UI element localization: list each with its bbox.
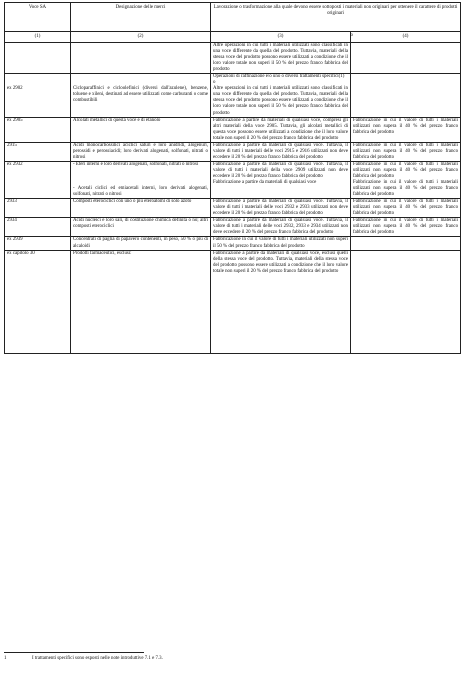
table-row [5, 161, 461, 198]
row6-designation: Acidi nucleici e loro sali, di costituzione chimica definita o no; altri composti eterociclici [73, 218, 208, 230]
row6-rule-text: Fabbricazione a partire da materiali di qualsiasi voce. Tuttavia, il valore di tutti i materiali delle voci 2932, 2933 e 2934 utilizzati non deve eccedere il 20 % del prezzo franco fabbrica del prodotto [213, 218, 348, 236]
header-lavorazione: Lavorazione o trasformazione alla quale devono essere sottoposti i materiali non originari per ottenere il carattere di prodotti originari [211, 3, 461, 32]
col-number-1: (1) [5, 32, 71, 43]
row0-rule-text: Altre operazioni in cui tutti i materiali utilizzati sono classificati in una voce differente da quella del prodotto. Tuttavia, materiali della stessa voce del prodotto possono essere utilizzati a condizione che il loro valore totale non superi il 50 % del prezzo franco fabbrica del prodotto [213, 43, 348, 73]
table-row [5, 43, 461, 74]
row4-code: ex 2932 [5, 161, 71, 198]
col-number-3 [211, 32, 351, 43]
table-row [5, 142, 461, 161]
row1-rule-refining: Operazioni di raffinazione e/o uno o diversi trattamenti specifici(1) [213, 74, 345, 80]
row2-rule-text: Fabbricazione a partire da materiali di qualsiasi voce, compresi gli altri materiali della voce 2905. Tuttavia, gli alcolati metallici di questa voce possono essere utilizzati a condizione che il loro valore totale non superi il 20 % del prezzo franco fabbrica del prodotto [213, 117, 348, 141]
row4-designation-acetali: - Acetali ciclici ed emiacetali interni, loro derivati alogenati, solfonati, nitrati o nitrosi [73, 185, 208, 197]
column-number-row [5, 32, 461, 43]
row7-designation: Concentrati di paglia di papavero contenenti, in peso, 50 % o più di alcaloidi [73, 237, 208, 249]
row1-rule-other: Altre operazioni in cui tutti i materiali utilizzati sono classificati in una voce differente da quella del prodotto. Tuttavia, materiali della stessa voce del prodotto possono essere utilizzati a condizione che il loro valore totale non superi il 50 % del prezzo franco fabbrica del prodotto [213, 86, 348, 116]
footnote-marker: 1 [4, 656, 7, 661]
row5-rule-text: Fabbricazione a partire da materiali di qualsiasi voce. Tuttavia, il valore di tutti i materiali delle voci 2932 e 2933 utilizzati non deve eccedere il 20 % del prezzo franco fabbrica del prodotto [213, 199, 348, 217]
row5-code: 2933 [5, 199, 71, 218]
table-row [5, 74, 461, 117]
table-row [5, 117, 461, 142]
col-number-4: (4) [351, 32, 461, 43]
header-voce-sa: Voce SA [5, 3, 71, 32]
row2-code: ex 2905 [5, 117, 71, 142]
row4-rule-acetali: Fabbricazione a partire da materiali di qualsiasi voce [213, 180, 317, 186]
row6-alt-rule: Fabbricazione in cui il valore di tutti i materiali utilizzati non supera il 40 % del prezzo franco fabbrica del prodotto [353, 218, 459, 236]
table-row [5, 250, 461, 353]
col-or-label: o [350, 33, 353, 38]
table-row [5, 237, 461, 250]
row8-rule-text: Fabbricazione a partire da materiali di qualsiasi voce, esclusi quelli della stessa voce del prodotto. Tuttavia, materiali della stessa voce del prodotto possono essere utilizzati a condizione che il loro valore totale non superi il 20 % del prezzo franco fabbrica del prodotto [213, 250, 348, 274]
header-designazione: Designazione delle merci [71, 3, 211, 32]
col-number-3-label: (3) [277, 33, 284, 39]
row8-designation: Prodotti farmaceutici, esclusi: [73, 250, 132, 256]
origin-rules-table [4, 2, 461, 354]
row4-designation-eteri: - Eteri interni e loro derivati alogenati, solfonati, nitrati o nitrosi [73, 161, 199, 167]
table-header-row [5, 3, 461, 32]
row7-code: ex 2939 [5, 237, 71, 250]
rules-table-page [4, 2, 460, 354]
footnote-separator [4, 652, 144, 653]
row4-alt-rule-eteri: Fabbricazione in cui il valore di tutti i materiali utilizzati non supera il 40 % del prezzo franco fabbrica del prodotto [353, 161, 459, 179]
row4-alt-rule-acetali: Fabbricazione in cui il valore di tutti i materiali utilizzati non supera il 40 % del prezzo franco fabbrica del prodotto [353, 180, 459, 198]
row1-code: ex 2902 [7, 86, 23, 92]
table-row [5, 218, 461, 237]
row3-alt-rule: Fabbricazione in cui il valore di tutti i materiali utilizzati non supera il 40 % del prezzo franco fabbrica del prodotto [353, 142, 459, 160]
table-row [5, 199, 461, 218]
col-number-2: (2) [71, 32, 211, 43]
row2-alt-rule: Fabbricazione in cui il valore di tutti i materiali utilizzati non supera il 40 % del prezzo franco fabbrica del prodotto [353, 117, 459, 135]
row2-designation: Alcolati metallici di questa voce e di etanolo [73, 117, 161, 123]
row5-designation: Composti eterociclici con uno o più eteroatomi di solo azoto [73, 199, 192, 205]
row5-alt-rule: Fabbricazione in cui il valore di tutti i materiali utilizzati non supera il 40 % del prezzo franco fabbrica del prodotto [353, 199, 459, 217]
row3-rule-text: Fabbricazione a partire da materiali di qualsiasi voce. Tuttavia, il valore di tutti i materiali delle voci 2915 e 2916 utilizzati non deve eccedere il 20 % del prezzo franco fabbrica del prodotto [213, 142, 348, 160]
footnote-text: I trattamenti specifici sono esposti nelle note introduttive 7.1 e 7.3. [32, 656, 163, 661]
row6-code: 2934 [5, 218, 71, 237]
footnote [4, 656, 460, 662]
row3-code: 2915 [5, 142, 71, 161]
row1-designation: Cicloparaffinici e cicloolefinici (diversi dall'azulene), benzene, toluene e xileni, destinati ad essere utilizzati come carburanti o come combustibili [73, 86, 208, 104]
row1-rule-or: o [213, 80, 216, 86]
row4-rule-eteri: Fabbricazione a partire da materiali di qualsiasi voce. Tuttavia, il valore di tutti i materiali della voce 2909 utilizzati non deve eccedere il 20 % del prezzo franco fabbrica del prodotto [213, 161, 348, 179]
row7-rule-text: Fabbricazione in cui il valore di tutti i materiali utilizzati non superi il 50 % del prezzo franco fabbrica del prodotto [213, 237, 348, 249]
row3-designation: Acidi monocarbossilici aciclici saturi e loro anidridi, alogenuri, perossidi e perossiacidi; loro derivati alogenati, solfonati, nitrati o nitrosi [73, 142, 208, 160]
row8-code: ex capitolo 30 [5, 250, 71, 353]
